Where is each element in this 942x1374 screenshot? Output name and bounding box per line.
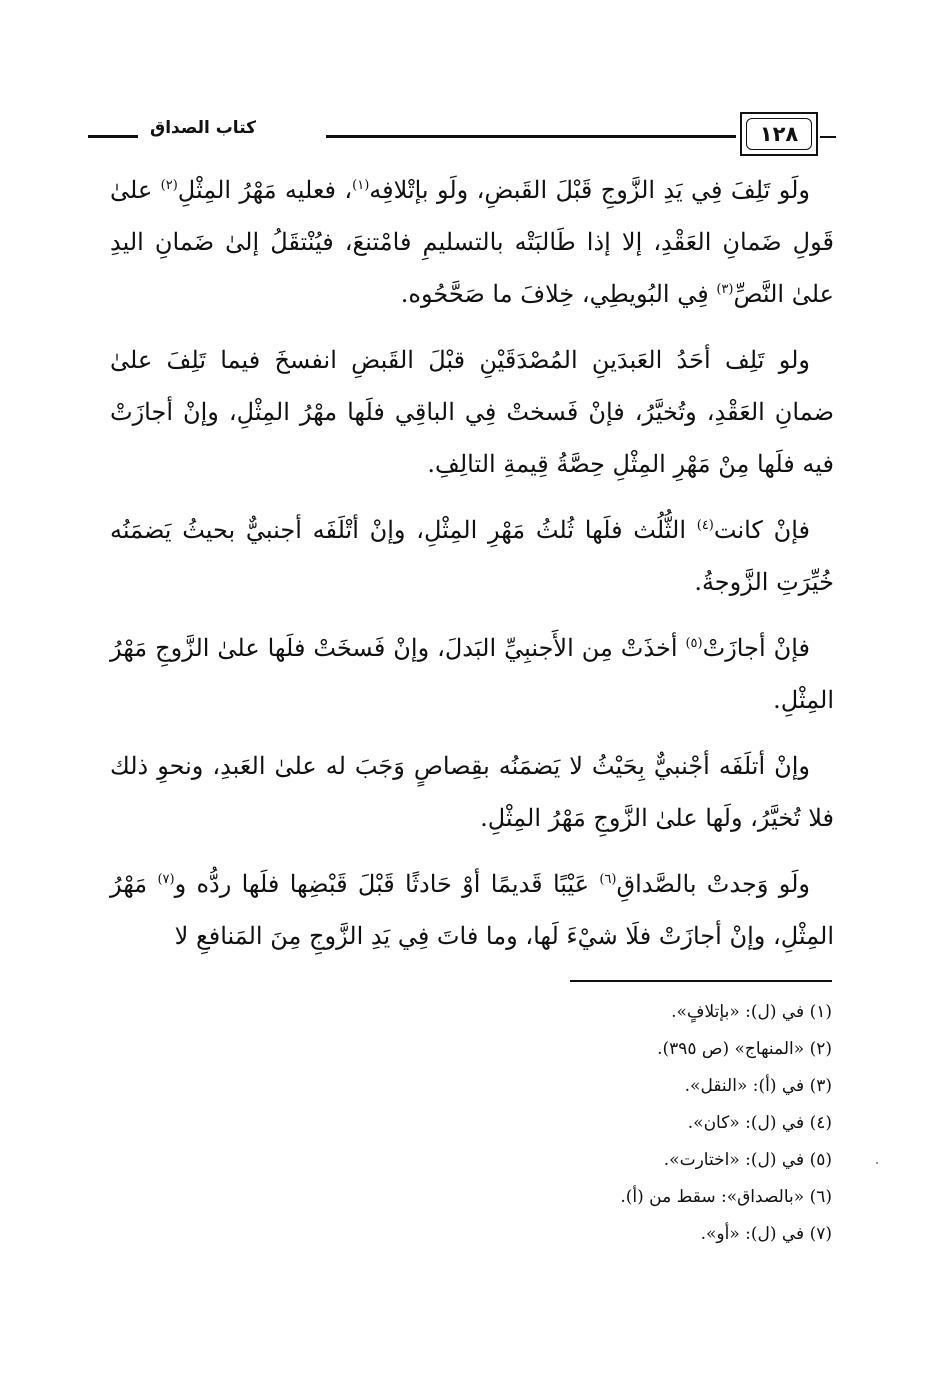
text-run: عَيْبًا قَديمًا أوْ حَادثًا قَبْلَ قَبْضِها فلَها ردُّه و: [174, 870, 600, 898]
footnote-ref: (٦): [599, 872, 617, 887]
footnote: (٥) في (ل): «اختارت».: [663, 1150, 832, 1170]
paragraph: [110, 740, 834, 844]
paragraph: [110, 858, 834, 962]
text-run: ، فعليه مَهْرُ المِثْلِ: [177, 176, 353, 204]
text-run: الثُّلُث فلَها ثُلثُ مَهْرِ المِثْلِ، وإنْ أتْلَفَه أجنبيٌّ بحيثُ يَضمَنُه خُيِّرَتِ الزَّوجةُ.: [110, 516, 834, 596]
page-number-frame: [740, 112, 818, 156]
header-rule-left: [88, 135, 138, 138]
text-run: وإنْ أتلَفَه أجْنبيٌّ بِحَيْثُ لا يَضمَنُه بقِصاصٍ وَجَبَ له علىٰ العَبدِ، ونحوِ ذلك فلا تُخيَّرُ، ولَها علىٰ الزَّوجِ مَهْرُ المِثْلِ.: [110, 752, 834, 832]
paragraph: [110, 622, 834, 726]
footnote-ref: (٥): [685, 636, 703, 651]
paragraph: [110, 334, 834, 490]
paragraph: [110, 164, 834, 320]
header-rule-middle: [326, 135, 736, 138]
text-run: ولَو تَلِفَ فِي يَدِ الزَّوجِ قَبْلَ القَبضِ، ولَو بإتْلافِه: [369, 176, 810, 204]
text-run: أخذَتْ مِن الأَجنبِيِّ البَدلَ، وإنْ فَسخَتْ فلَها علىٰ الزَّوجِ مَهْرُ المِثْلِ.: [110, 634, 834, 714]
footnote-ref: (٢): [160, 178, 178, 193]
footnote: (٣) في (أ): «النقل».: [684, 1076, 832, 1096]
text-run: ولو تَلِف أحَدُ العَبدَينِ المُصْدَقَيْنِ قبْلَ القَبضِ انفسخَ فيما تَلِفَ علىٰ ضمانِ العَقْدِ، وتُخيَّرُ، فإنْ فَسختْ فِي الباقِي فلَها مهْرُ المِثْلِ، وإنْ أجازَتْ فيه فلَها مِنْ مَهْرِ المِثْلِ حِصَّةُ قِيمةِ التالِفِ.: [110, 346, 834, 478]
footnote-ref: (١): [352, 178, 370, 193]
text-run: مَهْرُ المِثْلِ، وإنْ أجازَتْ فلَا شيْءَ لَها، وما فاتَ فِي يَدِ الزَّوجِ مِنَ المَنافعِ لا: [110, 870, 834, 950]
footnote-separator: [570, 980, 832, 982]
footnote-ref: (٣): [716, 282, 734, 297]
text-run: فإنْ كانت: [713, 516, 810, 544]
footnote: (٧) في (ل): «أو».: [700, 1224, 832, 1244]
text-run: علىٰ قَولِ ضَمانِ العَقْدِ، إلا إذا طَالبَتْه بالتسليمِ فامْتنعَ، فيُنْتقَلُ إلىٰ ضَمانِ اليدِ علىٰ النَّصِّ: [110, 176, 834, 308]
running-title: كتاب الصداق: [150, 118, 257, 138]
text-run: فإنْ أجازَتْ: [702, 634, 810, 662]
footnote-ref: (٧): [157, 872, 175, 887]
footnote: (٢) «المنهاج» (ص ٣٩٥).: [657, 1039, 832, 1059]
main-text: [110, 164, 834, 976]
footnote: (٤) في (ل): «كان».: [687, 1113, 832, 1133]
paragraph: [110, 504, 834, 608]
page-header: [88, 108, 836, 160]
scan-speck: [876, 1162, 878, 1164]
page-number: ١٢٨: [746, 118, 812, 150]
text-run: فِي البُويطِي، خِلافَ ما صَحَّحُوه.: [400, 280, 717, 308]
footnote: (٦) «بالصداق»: سقط من (أ).: [620, 1187, 832, 1207]
footnote: (١) في (ل): «بإتلافٍ».: [671, 1002, 832, 1022]
footnote-ref: (٤): [696, 518, 714, 533]
footnotes: [232, 994, 832, 1253]
text-run: ولَو وَجدتْ بالصَّداقِ: [616, 870, 810, 898]
header-rule-right: [820, 136, 836, 138]
